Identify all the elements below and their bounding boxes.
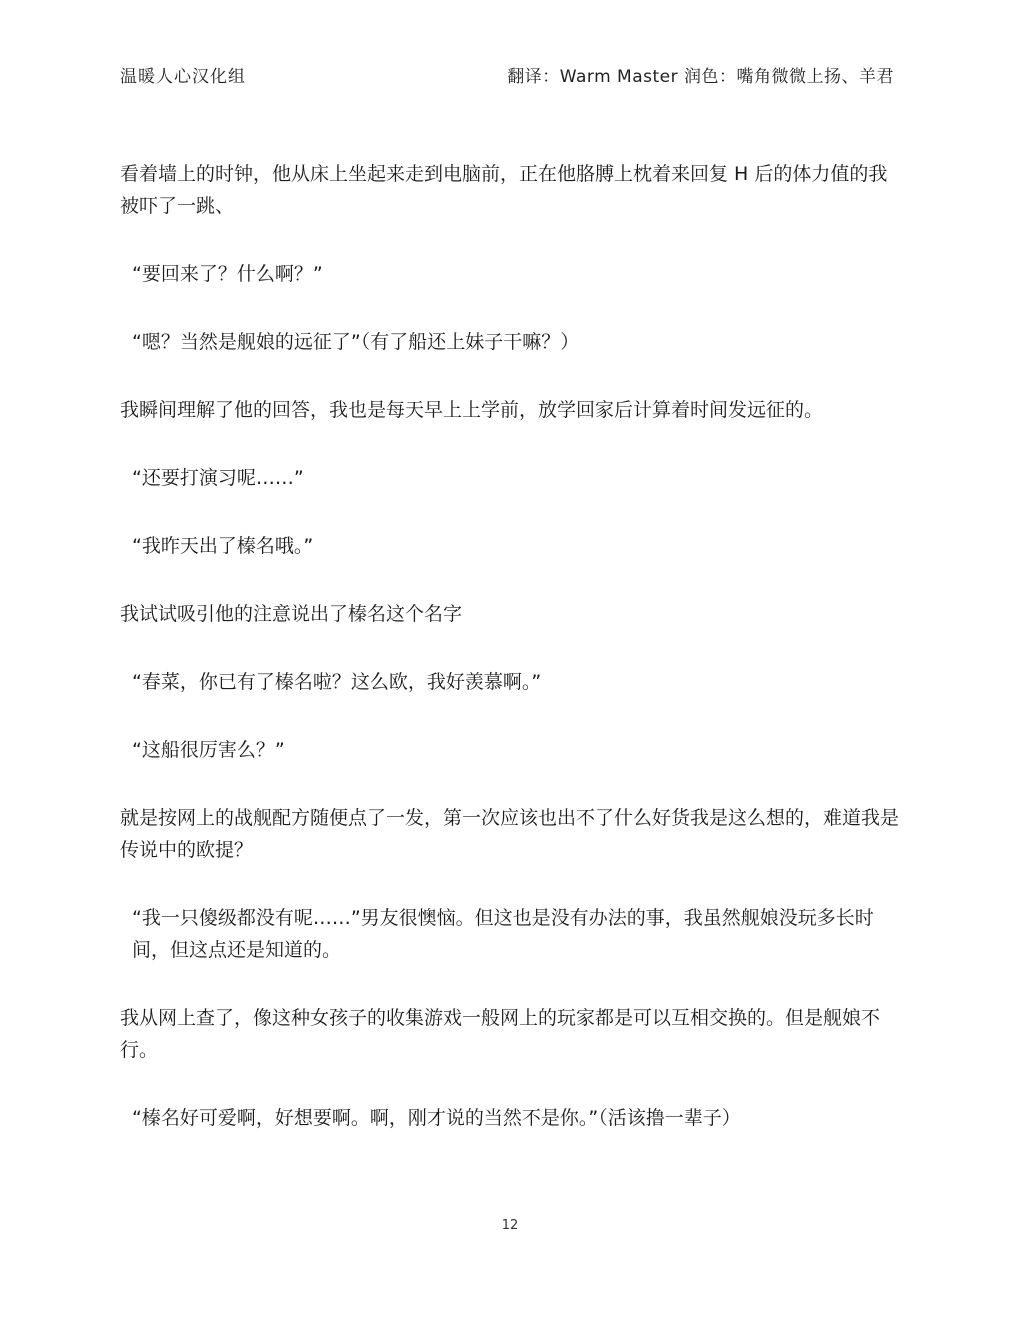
dialogue-line: “还要打演习呢……” [132, 467, 304, 489]
paragraph: 看着墙上的时钟，他从床上坐起来走到电脑前，正在他胳膊上枕着来回复 H 后的体力值的我被吓了一跳、 [120, 163, 888, 217]
page-number: 12 [501, 1218, 519, 1233]
dialogue-line: “嗯？当然是舰娘的远征了”（有了船还上妹子干嘛？） [132, 331, 580, 353]
paragraph: 就是按网上的战舰配方随便点了一发，第一次应该也出不了什么好货我是这么想的，难道我是传说中的欧提？ [120, 807, 900, 861]
credits-line: 翻译：Warm Master 润色：嘴角微微上扬、羊君 [507, 67, 894, 87]
translation-group-name: 温暖人心汉化组 [120, 67, 246, 87]
dialogue-line: “我昨天出了榛名哦。” [132, 535, 314, 557]
dialogue-line: “春菜，你已有了榛名啦？这么欧，我好羡慕啊。” [132, 671, 542, 693]
paragraph: 我瞬间理解了他的回答，我也是每天早上上学前，放学回家后计算着时间发远征的。 [120, 399, 824, 421]
dialogue-line: “要回来了？什么啊？” [132, 263, 323, 285]
dialogue-line: “我一只傻级都没有呢……”男友很懊恼。但这也是没有办法的事，我虽然舰娘没玩多长时间，但这点还是知道的。 [132, 907, 874, 961]
paragraph: 我从网上查了，像这种女孩子的收集游戏一般网上的玩家都是可以互相交换的。但是舰娘不行。 [120, 1007, 881, 1061]
story-body [120, 158, 906, 1170]
dialogue-line: “榛名好可爱啊，好想要啊。啊，刚才说的当然不是你。”（活该撸一辈子） [132, 1107, 741, 1129]
dialogue-line: “这船很厉害么？” [132, 739, 285, 761]
paragraph: 我试试吸引他的注意说出了榛名这个名字 [120, 603, 463, 625]
